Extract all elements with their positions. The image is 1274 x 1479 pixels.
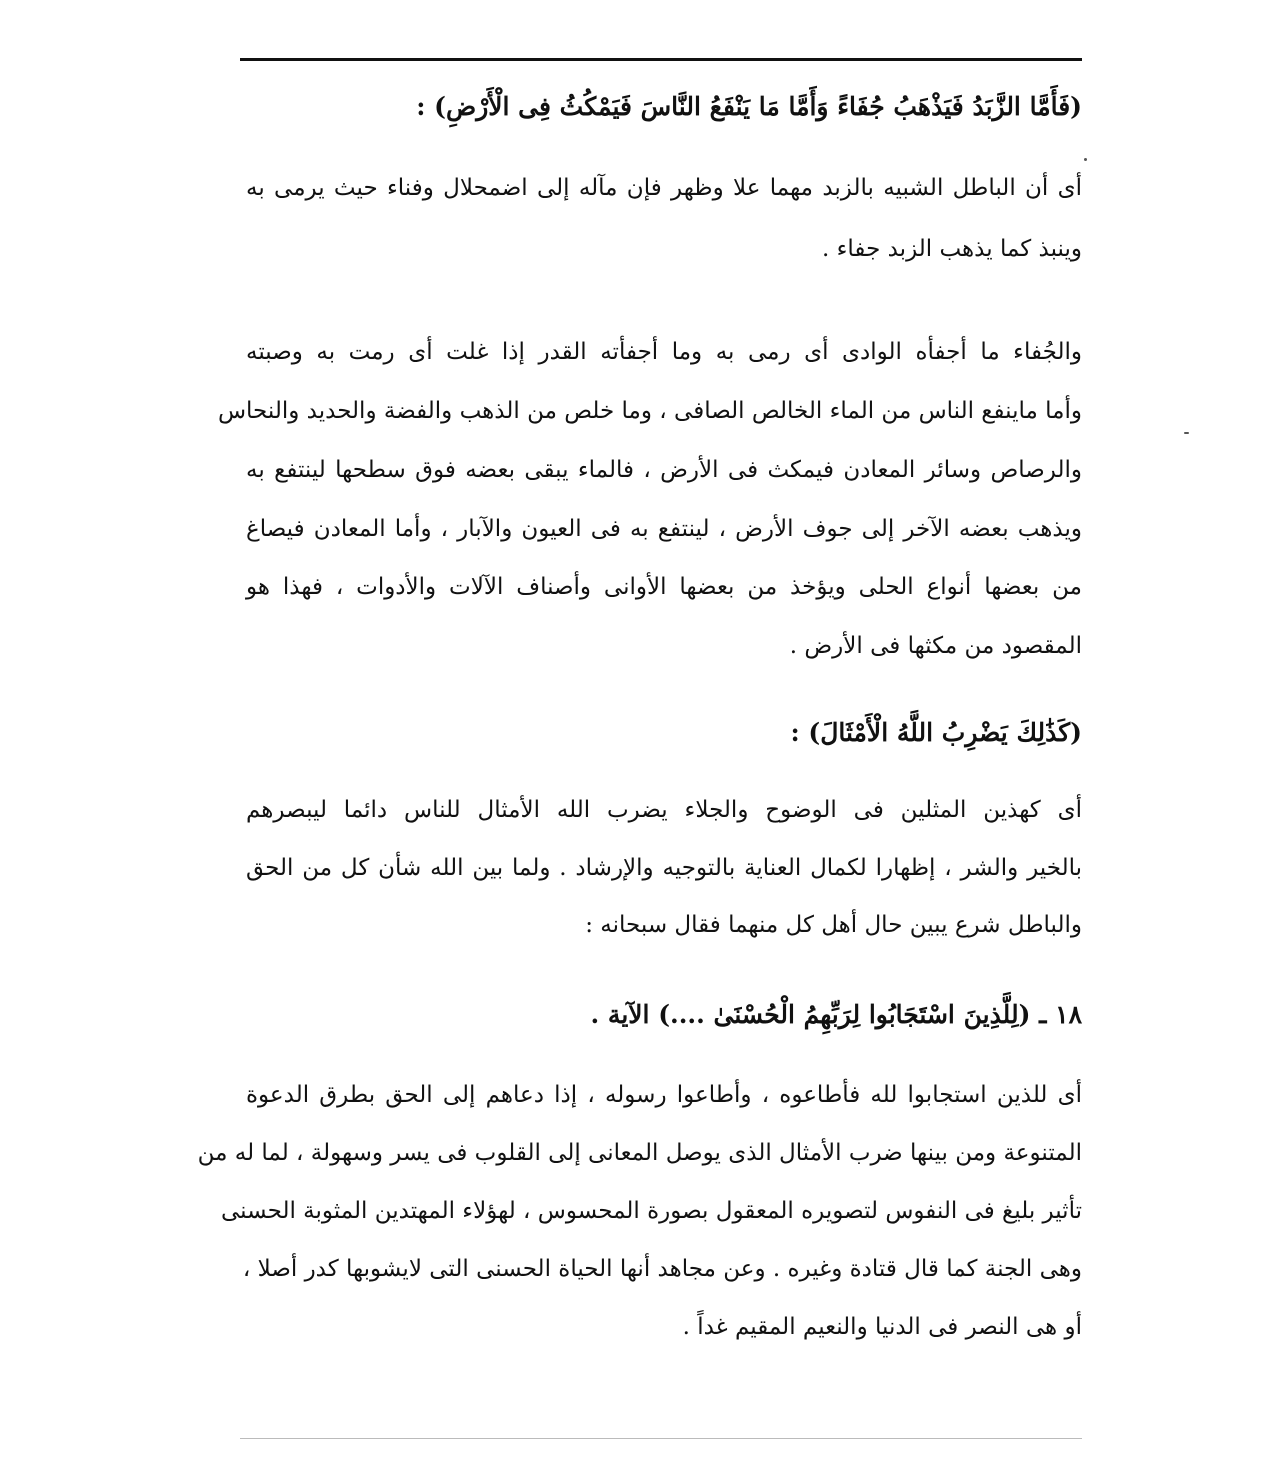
paragraph-4-line-1: أى للذين استجابوا لله فأطاعوه ، وأطاعوا رسوله ، إذا دعاهم إلى الحق بطرق الدعوة xyxy=(246,1082,1082,1108)
paragraph-3-line-2: بالخير والشر ، إظهارا لكمال العناية بالتوجيه والإرشاد . ولما بين الله شأن كل من الحق xyxy=(246,855,1082,881)
verse-heading-2: (كَذَٰلِكَ يَضْرِبُ اللَّهُ الْأَمْثَالَ) : xyxy=(790,718,1082,747)
paragraph-3-line-3: والباطل شرع يبين حال أهل كل منهما فقال سبحانه : xyxy=(585,912,1082,938)
paragraph-3-line-1: أى كهذين المثلين فى الوضوح والجلاء يضرب الله الأمثال للناس دائما ليبصرهم xyxy=(246,797,1082,823)
bottom-rule xyxy=(240,1438,1082,1439)
paragraph-2-line-6: المقصود من مكثها فى الأرض . xyxy=(789,633,1082,659)
verse-heading-1: (فَأَمَّا الزَّبَدُ فَيَذْهَبُ جُفَاءً وَأَمَّا مَا يَنْفَعُ النَّاسَ فَيَمْكُثُ فِى الْأَرْضِ) : xyxy=(416,92,1082,121)
paragraph-4-line-5: أو هى النصر فى الدنيا والنعيم المقيم غداً . xyxy=(682,1314,1082,1340)
paragraph-2-line-3: والرصاص وسائر المعادن فيمكث فى الأرض ، فالماء يبقى بعضه فوق سطحها لينتفع به xyxy=(246,457,1082,483)
paragraph-2-line-2: وأما ماينفع الناس من الماء الخالص الصافى ، وما خلص من الذهب والفضة والحديد والنحاس xyxy=(217,398,1082,424)
paragraph-2-line-4: ويذهب بعضه الآخر إلى جوف الأرض ، لينتفع به فى العيون والآبار ، وأما المعادن فيصاغ xyxy=(246,516,1082,542)
paragraph-4-line-4: وهى الجنة كما قال قتادة وغيره . وعن مجاهد أنها الحياة الحسنى التى لايشوبها كدر أصلا ، xyxy=(242,1256,1082,1282)
paragraph-2-line-1: والجُفاء ما أجفأه الوادى أى رمى به وما أجفأته القدر إذا غلت أى رمت به وصبته xyxy=(246,339,1082,365)
paragraph-1-line-2: وينبذ كما يذهب الزبد جفاء . xyxy=(821,236,1082,262)
paragraph-4-line-3: تأثير بليغ فى النفوس لتصويره المعقول بصورة المحسوس ، لهؤلاء المهتدين المثوبة الحسنى xyxy=(221,1198,1082,1224)
scan-speck xyxy=(1184,432,1189,434)
verse-heading-3: ١٨ ـ (لِلَّذِينَ اسْتَجَابُوا لِرَبِّهِمُ الْحُسْنَىٰ ....) الآية . xyxy=(590,1000,1082,1029)
paragraph-1-line-1: أى أن الباطل الشبيه بالزبد مهما علا وظهر فإن مآله إلى اضمحلال وفناء حيث يرمى به xyxy=(246,175,1082,201)
top-rule xyxy=(240,58,1082,61)
paragraph-4-line-2: المتنوعة ومن بينها ضرب الأمثال الذى يوصل المعانى إلى القلوب فى يسر وسهولة ، لما له من xyxy=(197,1140,1082,1166)
paragraph-2-line-5: من بعضها أنواع الحلى ويؤخذ من بعضها الأوانى وأصناف الآلات والأدوات ، فهذا هو xyxy=(246,574,1082,600)
scan-speck xyxy=(1084,158,1087,161)
